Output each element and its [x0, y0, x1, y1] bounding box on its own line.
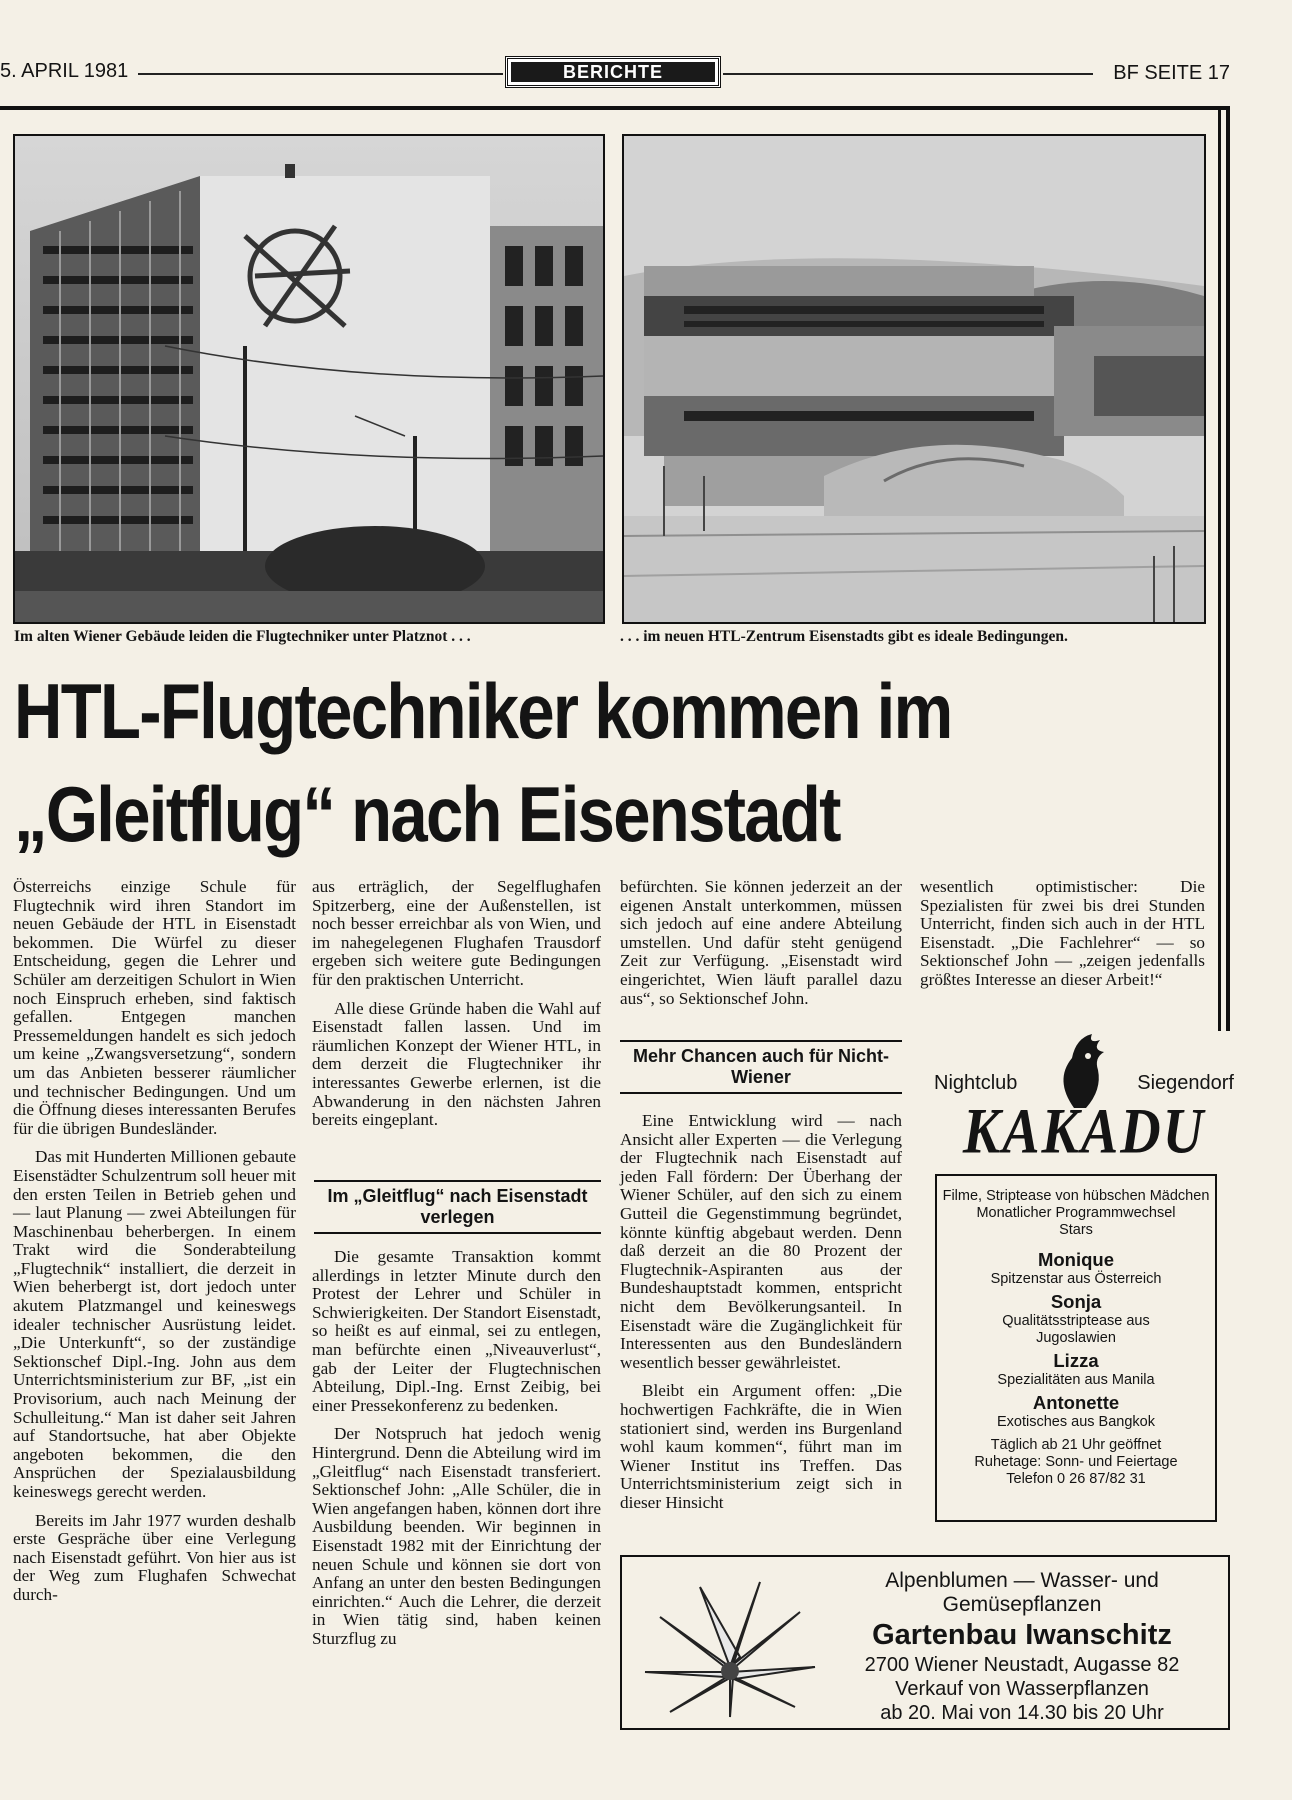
ad-hours: Täglich ab 21 Uhr geöffnet — [990, 1437, 1162, 1453]
ad-line: Stars — [1059, 1222, 1093, 1238]
garden-ad-line: Verkauf von Wasserpflanzen — [895, 1678, 1149, 1700]
frame-right-rule-inner — [1218, 106, 1221, 1031]
new-building-illustration — [624, 136, 1204, 622]
header-rule-right — [723, 73, 1093, 75]
garden-ad-box — [620, 1555, 1230, 1730]
ad-phone: Telefon 0 26 87/82 31 — [1006, 1471, 1146, 1487]
article-paragraph: Bereits im Jahr 1977 wurden deshalb erste Gespräche über eine Verlegung nach Eisenstadt geführt. Von hier aus ist der Weg zum Flughafen Schwechat durch- — [13, 1510, 296, 1604]
ad-nightclub-word: Nightclub — [934, 1072, 1018, 1094]
photo-old-building — [13, 134, 605, 624]
article-column-1 — [13, 878, 296, 1615]
garden-ad-line: Alpenblumen — Wasser- und — [885, 1569, 1159, 1592]
act-description: Spezialitäten aus Manila — [997, 1372, 1155, 1388]
ad-siegendorf-word: Siegendorf — [1137, 1072, 1234, 1094]
headline-line-1: HTL-Flugtechniker kommen im — [14, 667, 952, 755]
frame-top-rule — [0, 106, 1230, 110]
ad-line: Filme, Striptease von hübschen Mädchen — [942, 1188, 1210, 1204]
page-number: BF SEITE 17 — [1113, 62, 1230, 84]
garden-ad-line: ab 20. Mai von 14.30 bis 20 Uhr — [880, 1702, 1164, 1724]
water-lily-icon — [630, 1567, 830, 1722]
article-paragraph: Das mit Hunderten Millionen gebaute Eisenstädter Schulzentrum soll heuer mit den ersten Teilen in Betrieb gehen und — laut Planung — zwei Abteilungen für Maschinenbau beherbergen. In einem Trakt wird die Sonderabteilung „Flugtechnik“ installiert, die derzeit in Wien beherbergt ist, dort jedoch unter akutem Platzmangel und keineswegs idealer technischer Ausrüstung leidet. „Die Unterkunft“, so der zuständige Sektionschef Dipl.-Ing. John aus dem Unterrichtsministerium zur BF, „ist ein Provisorium, auch nach Meinung der Schulleitung.“ Man ist daher seit Jahren auf Standortsuche, hat aber Objekte angeboten bekommen, die den Ansprüchen der Spezialausbildung keineswegs gerecht werden. — [13, 1147, 296, 1501]
kakadu-ad-box — [935, 1174, 1217, 1522]
issue-date: 5. APRIL 1981 — [0, 60, 129, 82]
article-column-2-top — [312, 878, 601, 1140]
headline-line-2: „Gleitflug“ nach Eisenstadt — [14, 770, 840, 858]
garden-ad-line: Gemüsepflanzen — [942, 1593, 1102, 1616]
article-column-2-bottom — [312, 1248, 601, 1658]
old-building-illustration — [15, 136, 603, 622]
ad-line: Monatlicher Programmwechsel — [976, 1205, 1176, 1221]
ad-rest-days: Ruhetage: Sonn- und Feiertage — [974, 1454, 1178, 1470]
photo-caption-right: . . . im neuen HTL-Zentrum Eisenstadts gibt es ideale Bedingungen. — [620, 628, 1068, 645]
garden-ad-text — [822, 1569, 1222, 1725]
header-rule-left — [138, 73, 503, 75]
article-paragraph: befürchten. Sie können jederzeit an der eigenen Anstalt unterkommen, müssen sich jedoch auf eine andere Abteilung umstellen. Und dafür steht genügend Zeit zur Verfügung. „Eisenstadt wird eingerichtet, Wien läuft parallel dazu aus“, so Sektionschef John. — [620, 877, 902, 1008]
act-description: Qualitätsstriptease aus Jugoslawien — [1002, 1313, 1150, 1346]
subheading-chancen: Mehr Chancen auch für Nicht-Wiener — [620, 1040, 902, 1094]
article-column-4 — [920, 878, 1205, 1000]
section-label: BERICHTE — [511, 62, 715, 82]
article-paragraph: Der Notspruch hat jedoch wenig Hintergrund. Denn die Abteilung wird im „Gleitflug“ nach Eisenstadt transferiert. Sektionschef John: „Alle Schüler, die in Wien angefangen haben, können dort ihre Ausbildung beenden. Wir beginnen in Eisenstadt 1982 mit der Einrichtung der neuen Schule und können sie dort von Anfang an unter den besten Bedingungen einrichten.“ Auch die Lehrer, die derzeit in Wien tätig sind, haben keinen Sturzflug zu — [312, 1424, 601, 1648]
kakadu-logo: KAKADU — [962, 1096, 1206, 1168]
article-paragraph: wesentlich optimistischer: Die Spezialisten für zwei bis drei Stunden Unterricht, finden sich auch in der HTL Eisenstadt. „Die Fachlehrer“ — so Sektionschef John — „zeigen jedenfalls größtes Interesse an dieser Arbeit!“ — [920, 877, 1205, 989]
article-paragraph: Eine Entwicklung wird — nach Ansicht aller Experten — die Verlegung der Flugtechnik nach Eisenstadt auf jeden Fall fördern: Der Überhang der Wiener Schüler, auf den sich zu einem Gutteil die Gegenstimmung begründet, könnte künftig abgebaut werden. Denn daß derzeit an die 80 Prozent der Flugtechnik-Aspiranten aus der Bundeshauptstadt kommen, entspricht nicht dem Bevölkerungsanteil. In Eisenstadt wäre die Zugänglichkeit für Interessenten aus den Bundesländern wesentlich besser gewährleistet. — [620, 1111, 902, 1372]
article-paragraph: aus erträglich, der Segelflughafen Spitzerberg, eine der Außenstellen, ist noch besser erreichbar als von Wien, und im nahegelegenen Flughafen Trausdorf ergeben sich weitere gute Bedingungen für den praktischen Unterricht. — [312, 877, 601, 989]
act-description: Spitzenstar aus Österreich — [990, 1271, 1162, 1287]
article-paragraph: Alle diese Gründe haben die Wahl auf Eisenstadt fallen lassen. Und im räumlichen Konzept der Wiener HTL, in dem derzeit die Flugtechniker ihr interessantes Gewerbe erlernen, ist die Abwanderung in den nächsten Jahren bereits eingeplant. — [312, 998, 601, 1130]
article-paragraph: Österreichs einzige Schule für Flugtechnik wird ihren Standort im neuen Gebäude der HTL in Eisenstadt bekommen. Die Würfel zu dieser Entscheidung, gegen die Lehrer und Schüler am derzeitigen Schulort in Wien noch Einspruch erheben, sind faktisch gefallen. Entgegen manchen Pressemeldungen handelt es sich jedoch um keine „Zwangsversetzung“, sondern um das Anbieten besserer räumlicher und technischer Bedingungen. Und um die Öffnung dieses interessanten Berufes für die übrigen Bundesländer. — [13, 877, 296, 1138]
act-name: Lizza — [1053, 1350, 1099, 1371]
act-name: Sonja — [1050, 1291, 1102, 1312]
act-name: Monique — [1037, 1249, 1115, 1270]
act-name: Antonette — [1032, 1392, 1120, 1413]
subheading-gleitflug: Im „Gleitflug“ nach Eisenstadt verlegen — [314, 1180, 601, 1234]
garden-ad-name: Gartenbau Iwanschitz — [872, 1619, 1172, 1651]
act-description: Exotisches aus Bangkok — [997, 1414, 1155, 1430]
frame-right-rule-outer — [1226, 106, 1230, 1031]
section-label-box — [505, 56, 721, 88]
garden-ad-address: 2700 Wiener Neustadt, Augasse 82 — [864, 1654, 1180, 1676]
photo-caption-left: Im alten Wiener Gebäude leiden die Flugtechniker unter Platznot . . . — [14, 628, 471, 645]
photo-new-building — [622, 134, 1206, 624]
article-paragraph: Bleibt ein Argument offen: „Die hochwertigen Fachkräfte, die in Wien stationiert sind, werden ins Burgenland wohl kaum kommen“, führt man im Wiener Institut ins Treffen. Das Unterrichtsministerium zeigt sich in dieser Hinsicht — [620, 1381, 902, 1512]
article-paragraph: Die gesamte Transaktion kommt allerdings in letzter Minute durch den Protest der Lehrer und Schüler in Schwierigkeiten. Der Standort Eisenstadt, so heißt es auf einmal, sei zu entlegen, man befürchte einen „Niveauverlust“, gab der Leiter der Flugtechnischen Abteilung, Dipl.-Ing. Ernst Zeibig, bei einer Pressekonferenz zu bedenken. — [312, 1247, 601, 1415]
article-column-3-bottom — [620, 1112, 902, 1522]
article-column-3-top — [620, 878, 902, 1018]
